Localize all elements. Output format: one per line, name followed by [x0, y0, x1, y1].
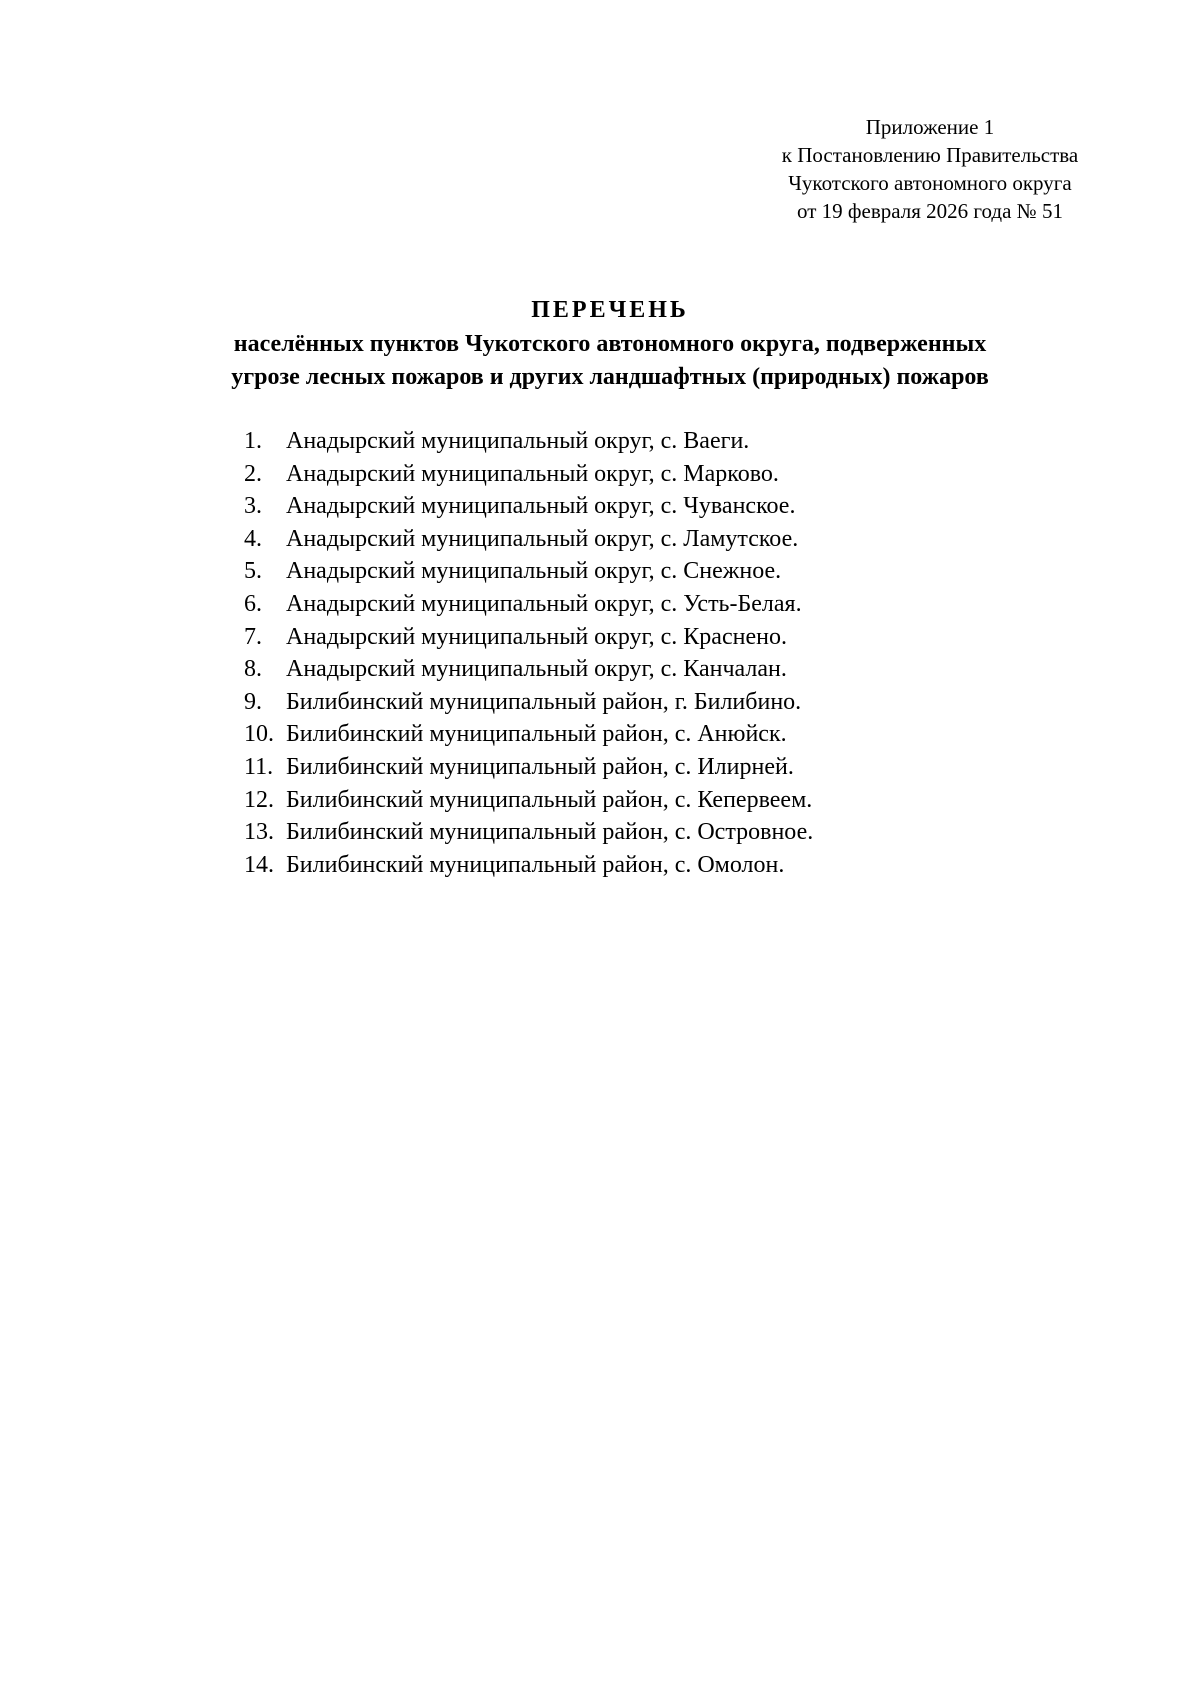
- list-item-text: Анадырский муниципальный округ, с. Канчалан.: [286, 656, 787, 683]
- list-item-number: 4.: [244, 525, 262, 552]
- list-item-number: 13.: [244, 819, 274, 846]
- list-item-text: Анадырский муниципальный округ, с. Чуванское.: [286, 493, 796, 520]
- list-item-number: 3.: [244, 493, 262, 520]
- document-title: ПЕРЕЧЕНЬ: [531, 297, 689, 323]
- list-item-number: 14.: [244, 851, 274, 878]
- list-item-text: Анадырский муниципальный округ, с. Ваеги.: [286, 428, 750, 454]
- list-item-text: Анадырский муниципальный округ, с. Снежное.: [286, 558, 782, 585]
- list-item: [244, 686, 1064, 719]
- list-item: [244, 555, 1064, 588]
- appendix-line: к Постановлению Правительства: [781, 143, 1079, 167]
- list-item-text: Билибинский муниципальный район, с. Кепервеем.: [286, 786, 813, 813]
- title-block: [140, 292, 1080, 394]
- list-item: [244, 653, 1064, 686]
- list-item-number: 12.: [244, 786, 274, 813]
- list-item-number: 10.: [244, 721, 274, 748]
- list-item-number: 9.: [244, 688, 262, 715]
- list-item-number: 5.: [244, 558, 262, 585]
- appendix-line: от 19 февраля 2026 года № 51: [797, 199, 1063, 223]
- list-item-text: Анадырский муниципальный округ, с. Усть-Белая.: [286, 590, 802, 617]
- list-item: [244, 849, 1064, 882]
- list-item-text: Анадырский муниципальный округ, с. Марково.: [286, 460, 779, 487]
- document-subtitle: угрозе лесных пожаров и других ландшафтных (природных) пожаров: [231, 364, 989, 390]
- list-item-number: 7.: [244, 623, 262, 650]
- list-item: [244, 425, 1064, 458]
- list-item-number: 6.: [244, 590, 262, 617]
- list-item-text: Билибинский муниципальный район, с. Анюйск.: [286, 721, 787, 748]
- list-item: [244, 621, 1064, 654]
- appendix-line: Чукотского автономного округа: [788, 171, 1072, 195]
- list-item-text: Билибинский муниципальный район, с. Островное.: [286, 819, 814, 846]
- appendix-header: [740, 113, 1120, 225]
- list-item: [244, 718, 1064, 751]
- list-item: [244, 751, 1064, 784]
- list-item-number: 11.: [244, 753, 274, 780]
- list-item-text: Анадырский муниципальный округ, с. Ламутское.: [286, 525, 799, 552]
- settlement-list: [244, 425, 1064, 881]
- document-subtitle: населённых пунктов Чукотского автономного округа, подверженных: [233, 331, 987, 357]
- list-item-text: Билибинский муниципальный район, с. Илирней.: [286, 753, 794, 780]
- list-item: [244, 523, 1064, 556]
- list-item: [244, 490, 1064, 523]
- list-item-text: Билибинский муниципальный район, с. Омолон.: [286, 851, 785, 878]
- list-item-number: 8.: [244, 656, 262, 683]
- list-item-text: Анадырский муниципальный округ, с. Краснено.: [286, 623, 787, 650]
- list-item: [244, 784, 1064, 817]
- list-item: [244, 588, 1064, 621]
- list-item-number: 1.: [244, 428, 262, 454]
- list-item: [244, 458, 1064, 491]
- appendix-line: Приложение 1: [865, 115, 995, 139]
- list-item-number: 2.: [244, 460, 262, 487]
- list-item-text: Билибинский муниципальный район, г. Билибино.: [286, 688, 802, 715]
- list-item: [244, 816, 1064, 849]
